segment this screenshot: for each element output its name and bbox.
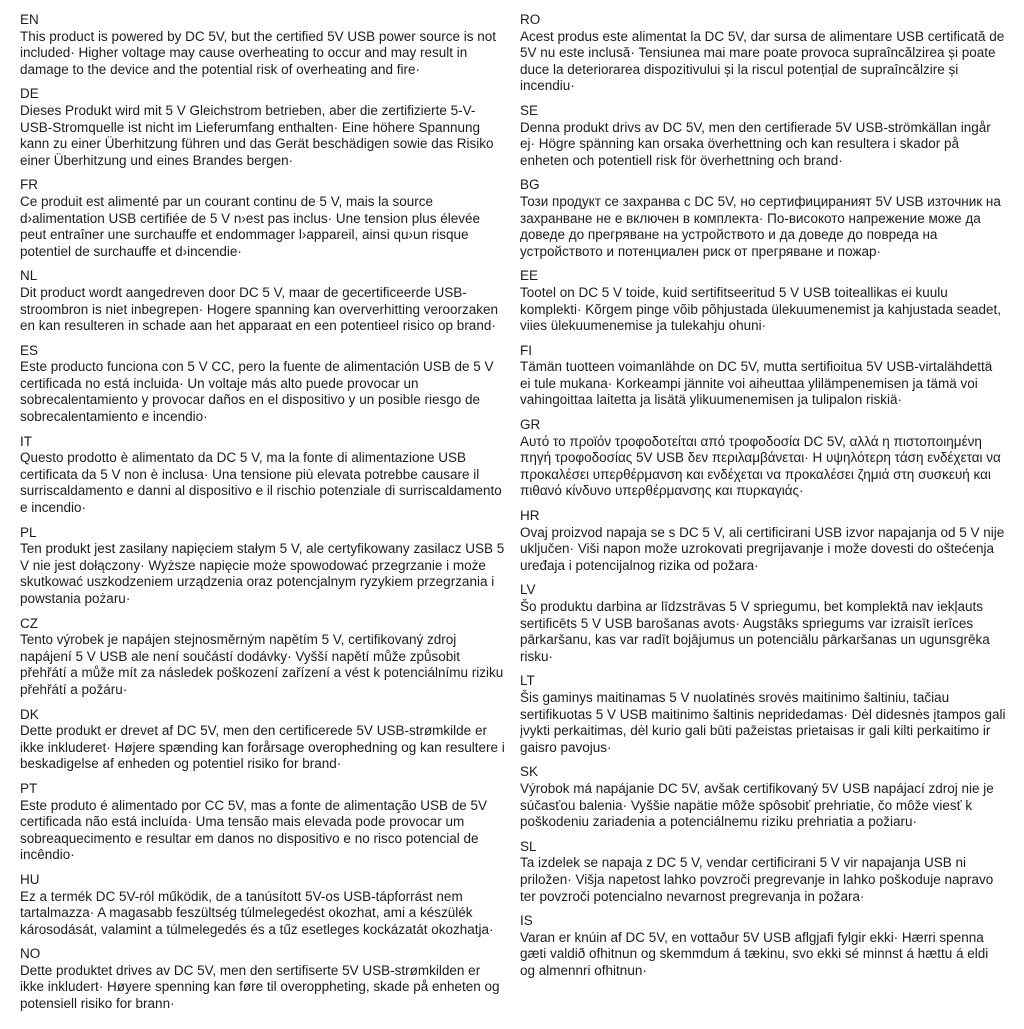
language-code: SE	[520, 102, 539, 118]
language-section-nl	[20, 268, 506, 334]
language-code: HU	[20, 871, 40, 887]
language-text: Acest produs este alimentat la DC 5V, dar sursa de alimentare USB certificată de 5V nu este inclusă· Tensiunea mai mare poate provoca supraîncălzirea și poate duce la deteriorarea dispozitivului și la riscul potențial de supraîncălzire și incendiu·	[520, 28, 1005, 94]
right-column	[520, 12, 1006, 1021]
language-code: CZ	[20, 615, 38, 631]
language-code: LT	[520, 673, 535, 689]
language-code: SK	[520, 764, 539, 780]
language-code: GR	[520, 417, 541, 433]
language-section-dk	[20, 707, 506, 773]
language-section-hu	[20, 872, 506, 938]
language-code: PL	[20, 524, 37, 540]
language-code: DK	[20, 706, 39, 722]
language-section-is	[520, 913, 1006, 979]
language-code: ES	[20, 342, 39, 358]
language-section-bg	[520, 177, 1006, 260]
language-code: BG	[520, 177, 540, 193]
language-section-de	[20, 86, 506, 169]
language-text: Este produto é alimentado por CC 5V, mas a fonte de alimentação USB de 5V certificada não está incluída· Uma tensão mais elevada pode provocar um sobreaquecimento e resultar em danos no dispositivo e no risco potencial de incêndio·	[20, 797, 488, 863]
language-text: Ta izdelek se napaja z DC 5 V, vendar certificirani 5 V vir napajanja USB ni priložen· Višja napetost lahko povzroči pregrevanje in lahko poškoduje napravo ter povzroči potencialno nevarnost pregrevanja in požara·	[520, 855, 994, 904]
language-text: Dieses Produkt wird mit 5 V Gleichstrom betrieben, aber die zertifizierte 5-V-USB-Stromquelle ist nicht im Lieferumfang enthalten· Eine höhere Spannung kann zu einer Überhitzung führen und das Gerät beschädigen sowie das Risiko einer Überhitzung und eines Brandes bergen·	[20, 102, 494, 168]
language-code: EE	[520, 268, 539, 284]
language-code: RO	[520, 12, 541, 27]
language-code: SL	[520, 838, 537, 854]
language-text: Tento výrobek je napájen stejnosměrným napětím 5 V, certifikovaný zdroj napájení 5 V USB ale není součástí dodávky· Vyšší napětí může způsobit přehřátí a může mít za následek poškození zařízení a vést k potenciálnímu riziku přehřátí a požáru·	[20, 632, 504, 697]
left-column	[20, 12, 506, 1021]
language-text: Ce produit est alimenté par un courant continu de 5 V, mais la source d›alimentation USB certifiée de 5 V n›est pas inclus· Une tension plus élevée peut entraîner une surchauffe et endommager l›appareil, ainsi qu›un risque potentiel de surchauffe et d›incendie·	[20, 193, 480, 259]
language-section-ro	[520, 12, 1006, 95]
language-text: Dit product wordt aangedreven door DC 5 V, maar de gecertificeerde USB-stroombron is niet inbegrepen· Hogere spanning kan oververhitting veroorzaken en kan resulteren in schade aan het apparaat en een potentieel risico op brand·	[20, 284, 499, 334]
language-code: DE	[20, 86, 39, 102]
language-section-en	[20, 12, 506, 78]
language-section-fr	[20, 177, 506, 260]
language-code: HR	[520, 508, 540, 524]
language-text: Šo produktu darbina ar līdzstrāvas 5 V spriegumu, bet komplektā nav iekļauts sertificēts 5 V USB barošanas avots· Augstāks spriegums var izraisīt ierīces pārkaršanu, kas var radīt bojājumus un potenciālu pārkaršanas un ugunsgrēka risku·	[520, 599, 990, 664]
language-section-ee	[520, 268, 1006, 334]
language-code: IT	[20, 433, 32, 449]
language-text: Výrobok má napájanie DC 5V, avšak certifikovaný 5V USB napájací zdroj nie je súčasťou balenia· Vyššie napätie môže spôsobiť prehriatie, čo môže viesť k poškodeniu zariadenia a potenciálnemu riziku prehriatia a požiaru·	[520, 780, 994, 830]
language-section-gr	[520, 417, 1006, 500]
language-text: Este producto funciona con 5 V CC, pero la fuente de alimentación USB de 5 V certificada no está incluida· Un voltaje más alto puede provocar un sobrecalentamiento y provocar daños en el dispositivo y un posible riesgo de sobrecalentamiento e incendio·	[20, 359, 494, 425]
language-text: Dette produkt er drevet af DC 5V, men den certificerede 5V USB-strømkilde er ikke inkluderet· Højere spænding kan forårsage overophedning og kan resultere i beskadigelse af enheden og potentiel risiko for brand·	[20, 723, 505, 772]
language-code: IS	[520, 913, 533, 929]
language-text: Αυτό το προϊόν τροφοδοτείται από τροφοδοσία DC 5V, αλλά η πιστοποιημένη πηγή τροφοδοσίας 5V USB δεν περιλαμβάνεται· Η υψηλότερη τάση ενδέχεται να προκαλέσει υπερθέρμανση και ενδέχεται να προκαλέσει ζημιά στη συσκευή και πιθανό κίνδυνο υπερθέρμανσης και πυρκαγιάς·	[520, 433, 1001, 499]
language-section-pt	[20, 781, 506, 864]
language-text: Questo prodotto è alimentato da DC 5 V, ma la fonte di alimentazione USB certificata da 5 V non è inclusa· Una tensione più elevata potrebbe causare il surriscaldamento e danni al dispositivo e il rischio potenziale di surriscaldamento e incendio·	[20, 450, 502, 516]
language-section-no	[20, 946, 506, 1012]
language-text: Ez a termék DC 5V-ról működik, de a tanúsított 5V-os USB-tápforrást nem tartalmazza· A magasabb feszültség túlmelegedést okozhat, ami a készülék károsodását, valamint a túlmelegedés és a tűz esetleges kockázatát okozhatja·	[20, 888, 494, 937]
language-section-lt	[520, 673, 1006, 756]
language-text: Ovaj proizvod napaja se s DC 5 V, ali certificirani USB izvor napajanja od 5 V nije uključen· Viši napon može uzrokovati pregrijavanje i može dovesti do oštećenja uređaja i potencijalnog rizika od požara·	[520, 524, 1005, 573]
language-section-hr	[520, 508, 1006, 574]
language-section-fi	[520, 343, 1006, 409]
language-text: This product is powered by DC 5V, but the certified 5V USB power source is not included· Higher voltage may cause overheating to occur and may result in damage to the device and the potential risk of overheating and fire·	[20, 28, 496, 77]
language-section-sk	[520, 764, 1006, 830]
language-text: Ten produkt jest zasilany napięciem stałym 5 V, ale certyfikowany zasilacz USB 5 V nie jest dołączony· Wyższe napięcie może spowodować przegrzanie i może skutkować uszkodzeniem urządzenia oraz potencjalnym ryzykiem przegrzania i powstania pożaru·	[20, 541, 505, 606]
language-section-it	[20, 434, 506, 517]
language-text: Dette produktet drives av DC 5V, men den sertifiserte 5V USB-strømkilden er ikke inkludert· Høyere spenning kan føre til overoppheting, skade på enheten og potensiell risiko for brann·	[20, 962, 500, 1012]
language-section-sl	[520, 839, 1006, 905]
language-code: PT	[20, 780, 38, 796]
language-section-se	[520, 103, 1006, 169]
language-code: LV	[520, 582, 536, 598]
language-code: FI	[520, 342, 532, 358]
language-code: NO	[20, 946, 41, 962]
language-code: EN	[20, 12, 39, 27]
language-code: NL	[20, 268, 38, 284]
language-text: Denna produkt drivs av DC 5V, men den certifierade 5V USB-strömkällan ingår ej· Högre spänning kan orsaka överhettning och kan resultera i skador på enheten och potentiell risk för överhettning och brand·	[520, 119, 991, 168]
language-text: Tootel on DC 5 V toide, kuid sertifitseeritud 5 V USB toiteallikas ei kuulu komplekti· Kõrgem pinge võib põhjustada ülekuumenemist ja kahjustada seadet, viies ülekuumenemise ja tulekahju ohuni·	[520, 284, 1002, 334]
language-section-es	[20, 343, 506, 426]
language-text: Šis gaminys maitinamas 5 V nuolatinės srovės maitinimo šaltiniu, tačiau sertifikuotas 5 V USB maitinimo šaltinis nepridedamas· Dėl didesnės įtampos gali įvykti perkaitimas, dėl kurio gali būti pažeistas prietaisas ir gali kilti perkaitimo ir gaisro pavojus·	[520, 689, 1006, 755]
language-code: FR	[20, 177, 38, 193]
language-section-cz	[20, 616, 506, 699]
language-text: Tämän tuotteen voimanlähde on DC 5V, mutta sertifioitua 5V USB-virtalähdettä ei tule mukana· Korkeampi jännite voi aiheuttaa ylilämpenemisen ja tämä voi vahingoittaa laitetta ja lisätä ylikuumenemisen ja tulipalon riskiä·	[520, 359, 993, 408]
language-section-pl	[20, 525, 506, 608]
language-section-lv	[520, 582, 1006, 665]
language-text: Varan er knúin af DC 5V, en vottaður 5V USB aflgjafi fylgir ekki· Hærri spenna gæti valdið ofhitnun og skemmdum á tækinu, svo ekki sé minnst á hættu á eldi og almennri ofhitnun·	[520, 929, 989, 978]
language-text: Този продукт се захранва с DC 5V, но сертифицираният 5V USB източник на захранване не е включен в комплекта· По-високото напрежение може да доведе до прегряване на устройството и да доведе до повреда на устройството и потенциален риск от прегряване и пожар·	[520, 193, 1001, 259]
